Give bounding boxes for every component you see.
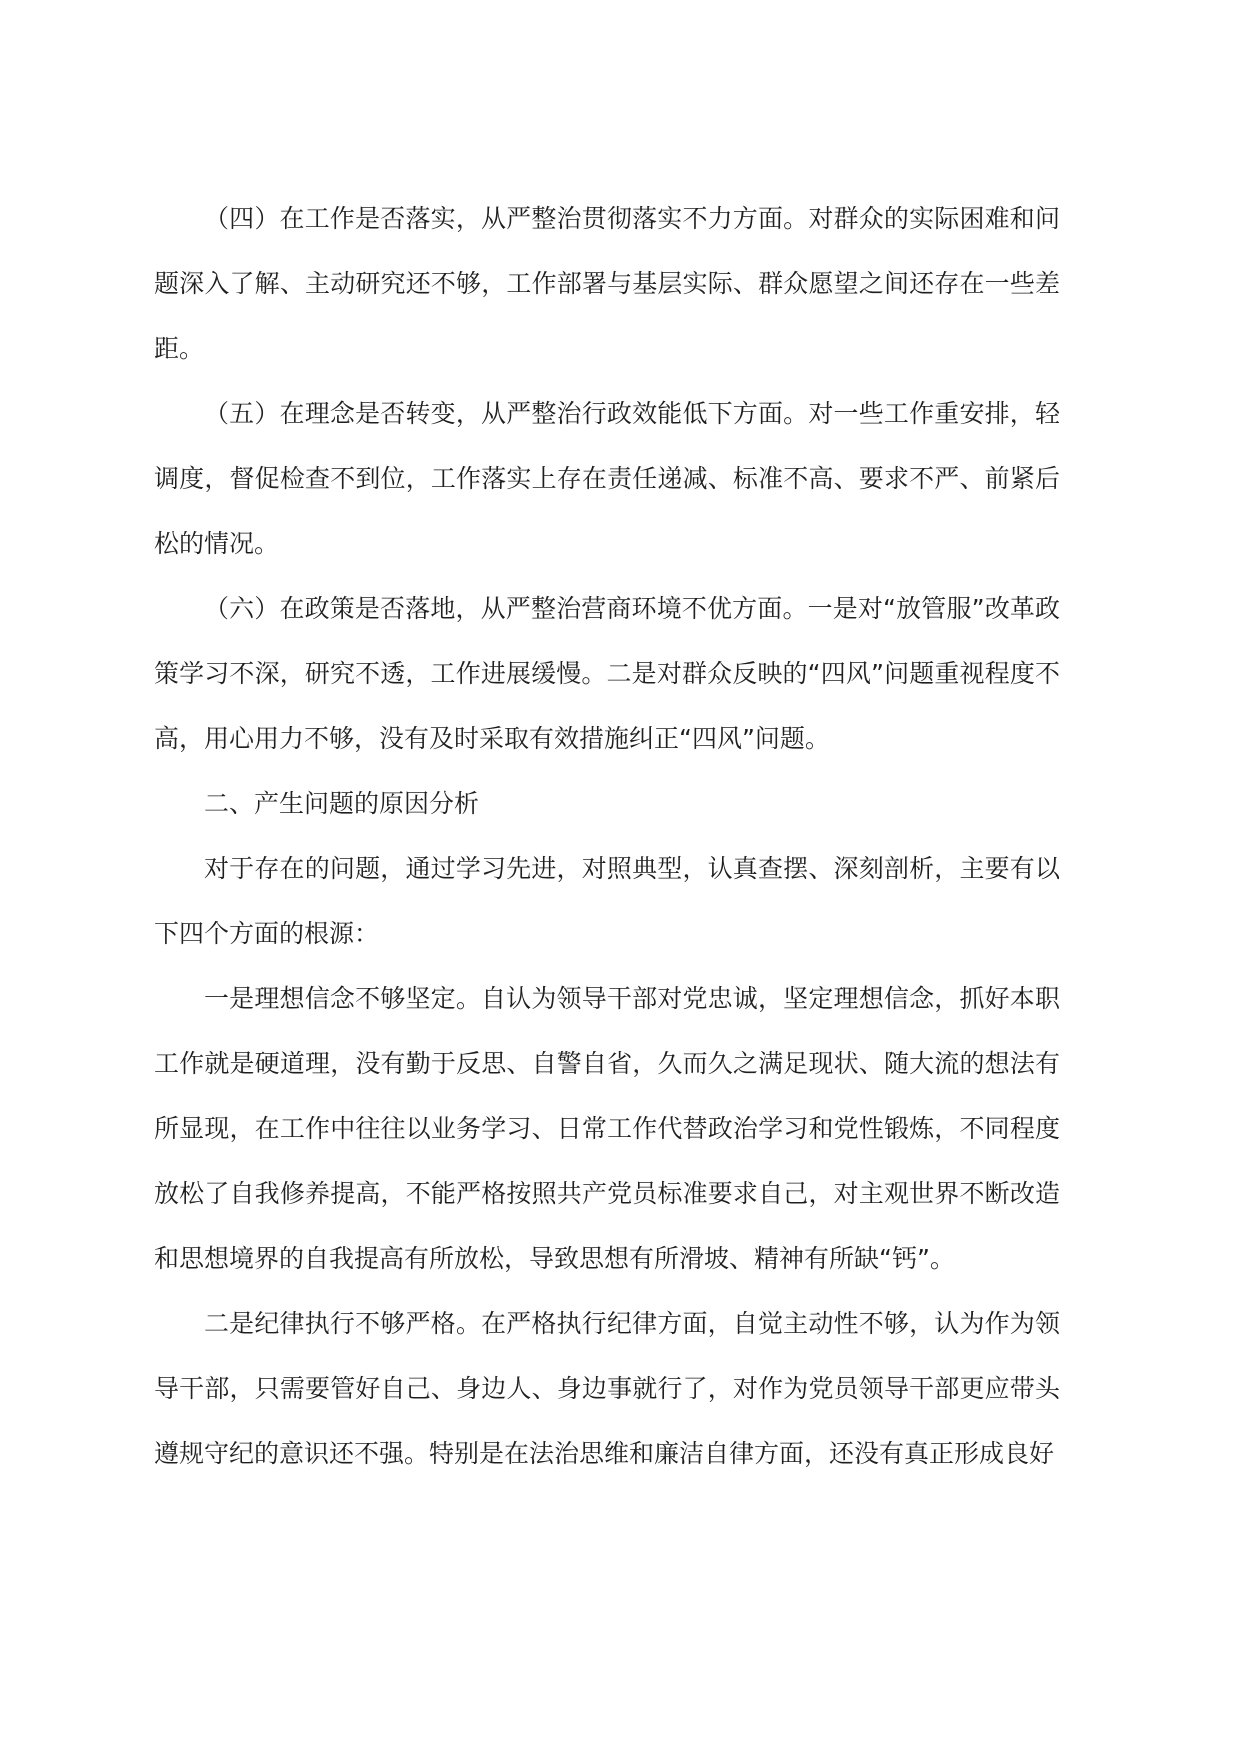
document-body [154,186,1060,1486]
paragraph-cause-1: 一是理想信念不够坚定。自认为领导干部对党忠诚，坚定理想信念，抓好本职工作就是硬道理，没有勤于反思、自警自省，久而久之满足现状、随大流的想法有所显现，在工作中往往以业务学习、日常工作代替政治学习和党性锻炼，不同程度放松了自我修养提高，不能严格按照共产党员标准要求自己，对主观世界不断改造和思想境界的自我提高有所放松，导致思想有所滑坡、精神有所缺“钙”。 [154,984,1060,1273]
section-heading-cause-analysis: 二、产生问题的原因分析 [204,789,480,818]
paragraph-cause-2: 二是纪律执行不够严格。在严格执行纪律方面，自觉主动性不够，认为作为领导干部，只需要管好自己、身边人、身边事就行了，对作为党员领导干部更应带头遵规守纪的意识还不强。特别是在法治思维和廉洁自律方面，还没有真正形成良好 [154,1309,1060,1468]
paragraph-section-5: （五）在理念是否转变，从严整治行政效能低下方面。对一些工作重安排，轻调度，督促检查不到位，工作落实上存在责任递减、标准不高、要求不严、前紧后松的情况。 [154,399,1060,558]
paragraph-section-4: （四）在工作是否落实，从严整治贯彻落实不力方面。对群众的实际困难和问题深入了解、主动研究还不够，工作部署与基层实际、群众愿望之间还存在一些差距。 [154,204,1060,363]
paragraph-section-6: （六）在政策是否落地，从严整治营商环境不优方面。一是对“放管服”改革政策学习不深，研究不透，工作进展缓慢。二是对群众反映的“四风”问题重视程度不高，用心用力不够，没有及时采取有效措施纠正“四风”问题。 [154,594,1061,753]
paragraph-intro-causes: 对于存在的问题，通过学习先进，对照典型，认真查摆、深刻剖析，主要有以下四个方面的根源： [154,854,1060,948]
